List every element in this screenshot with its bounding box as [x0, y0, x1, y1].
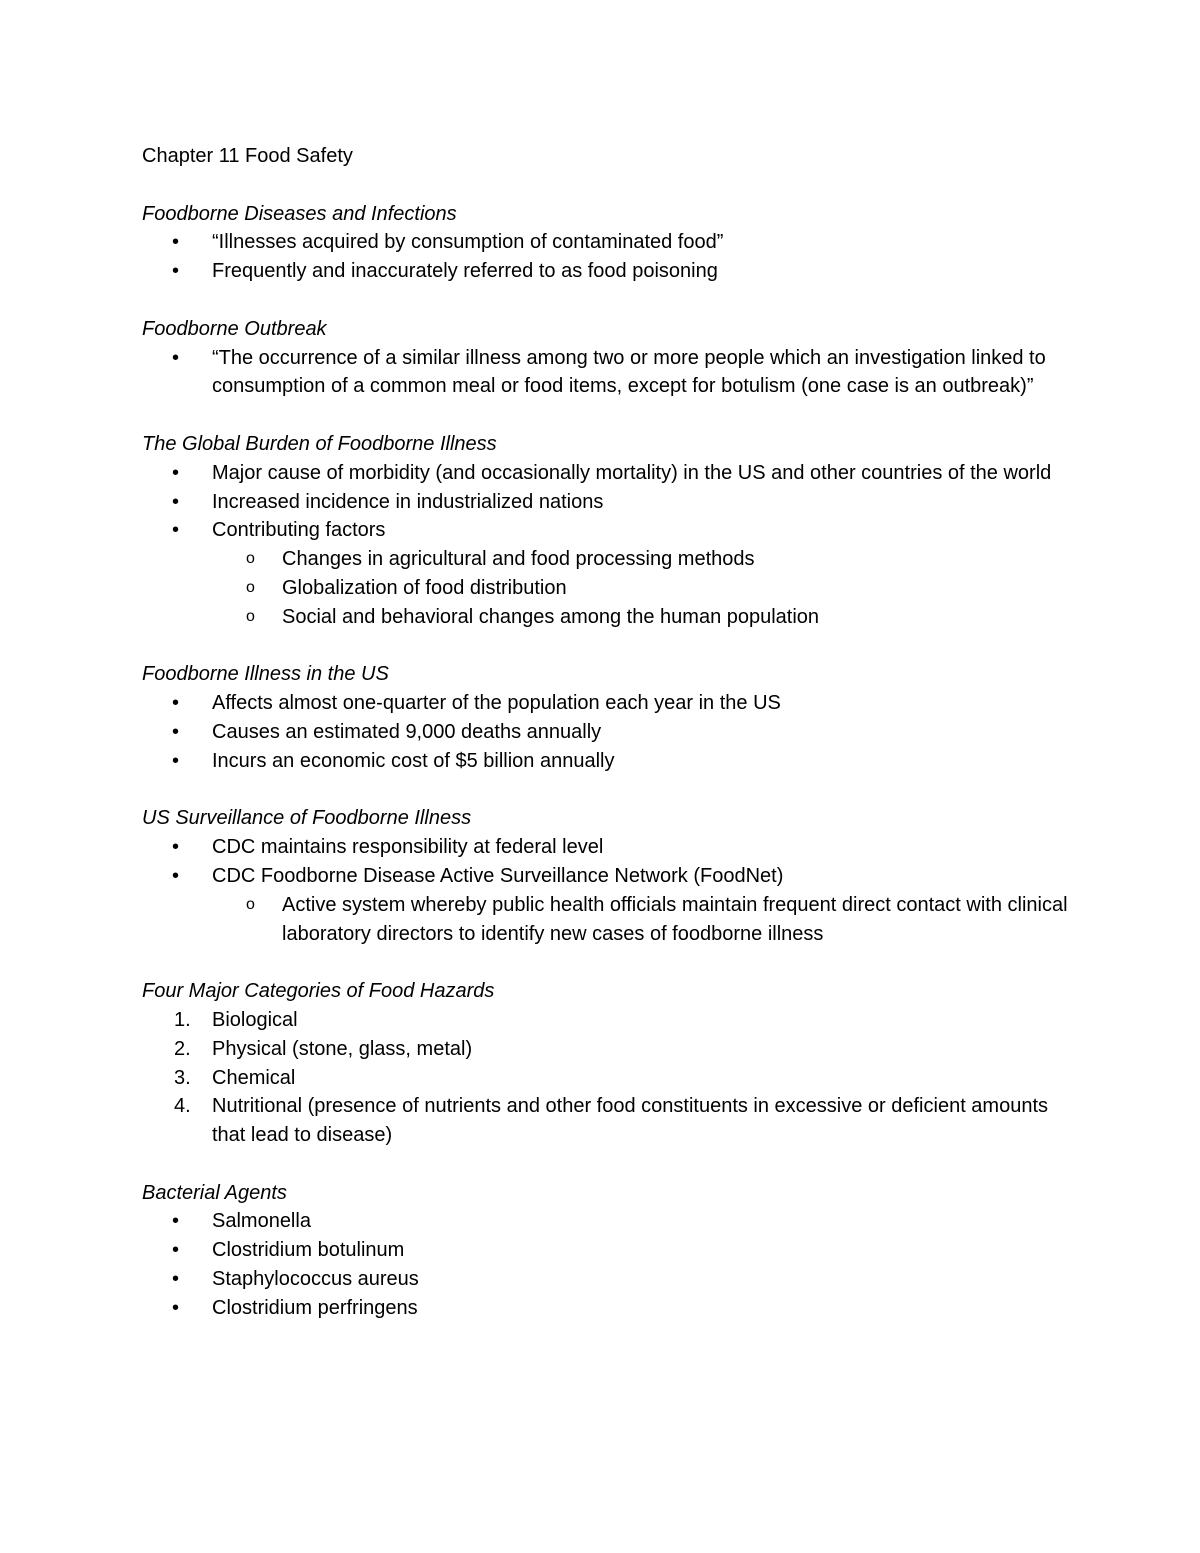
- bullet-list: [142, 344, 1072, 402]
- bullet-list: [142, 1207, 1072, 1322]
- section-foodborne-outbreak: [142, 315, 1072, 401]
- section-heading: Four Major Categories of Food Hazards: [142, 980, 495, 1003]
- bullet-list: [142, 833, 1072, 948]
- sub-list-item: o Active system whereby public health officials maintain frequent direct contact with clinical laboratory directors to identify new cases of foodborne illness: [142, 891, 1072, 949]
- section-heading: The Global Burden of Foodborne Illness: [142, 432, 497, 455]
- bullet-list: [142, 689, 1072, 775]
- section-us-surveillance: [142, 804, 1072, 948]
- section-foodborne-diseases: [142, 200, 1072, 286]
- list-item: 3. Chemical: [142, 1064, 1072, 1093]
- bullet-icon: •: [172, 1296, 180, 1319]
- section-heading: Foodborne Illness in the US: [142, 663, 389, 686]
- sub-list: [212, 545, 1072, 631]
- list-number: 2.: [174, 1037, 191, 1060]
- list-number: 3.: [174, 1066, 191, 1089]
- list-item: • Staphylococcus aureus: [142, 1265, 1072, 1294]
- section-food-hazards: [142, 977, 1072, 1150]
- circle-bullet-icon: o: [246, 578, 255, 596]
- section-heading: Foodborne Diseases and Infections: [142, 202, 457, 225]
- list-item: • “The occurrence of a similar illness among two or more people which an investigation linked to consumption of a common meal or food items, except for botulism (one case is an outbreak)”: [142, 344, 1072, 402]
- list-item: 4. Nutritional (presence of nutrients and other food constituents in excessive or deficient amounts that lead to disease): [142, 1092, 1072, 1150]
- bullet-list: [142, 459, 1072, 632]
- circle-bullet-icon: o: [246, 895, 255, 913]
- list-number: 1.: [174, 1008, 191, 1031]
- bullet-icon: •: [172, 864, 180, 887]
- bullet-icon: •: [172, 461, 180, 484]
- sub-list: [212, 891, 1072, 949]
- sub-list-item: o Social and behavioral changes among the human population: [142, 603, 1072, 632]
- list-item: • Causes an estimated 9,000 deaths annually: [142, 718, 1072, 747]
- sub-list-item: o Changes in agricultural and food processing methods: [142, 545, 1072, 574]
- sub-list-item: o Globalization of food distribution: [142, 574, 1072, 603]
- bullet-icon: •: [172, 490, 180, 513]
- list-item: • Clostridium botulinum: [142, 1236, 1072, 1265]
- list-number: 4.: [174, 1095, 191, 1118]
- list-item: • Major cause of morbidity (and occasionally mortality) in the US and other countries of the world: [142, 459, 1072, 488]
- bullet-list: [142, 228, 1072, 286]
- list-item: • CDC maintains responsibility at federal level: [142, 833, 1072, 862]
- bullet-icon: •: [172, 231, 180, 254]
- bullet-icon: •: [172, 1239, 180, 1262]
- list-item: • “Illnesses acquired by consumption of contaminated food”: [142, 228, 1072, 257]
- numbered-list: [142, 1006, 1072, 1150]
- bullet-icon: •: [172, 836, 180, 859]
- circle-bullet-icon: o: [246, 607, 255, 625]
- list-item: • Clostridium perfringens: [142, 1294, 1072, 1323]
- list-item: • Frequently and inaccurately referred to as food poisoning: [142, 257, 1072, 286]
- bullet-icon: •: [172, 346, 180, 369]
- document-title: Chapter 11 Food Safety: [142, 145, 353, 167]
- list-item: • CDC Foodborne Disease Active Surveillance Network (FoodNet) o Active system whereby public health officials maintain frequent direct contact with clinical laboratory directors to identify new cases of foodborne illness: [142, 862, 1072, 948]
- list-item: 2. Physical (stone, glass, metal): [142, 1035, 1072, 1064]
- list-item: • Increased incidence in industrialized nations: [142, 488, 1072, 517]
- list-item: • Contributing factors o Changes in agricultural and food processing methods o Globalization of food distribution o Social and behavioral changes among the human population: [142, 516, 1072, 631]
- section-bacterial-agents: [142, 1179, 1072, 1323]
- section-heading: US Surveillance of Foodborne Illness: [142, 807, 472, 830]
- section-heading: Bacterial Agents: [142, 1181, 287, 1204]
- bullet-icon: •: [172, 519, 180, 542]
- bullet-icon: •: [172, 260, 180, 283]
- section-heading: Foodborne Outbreak: [142, 317, 327, 340]
- bullet-icon: •: [172, 1210, 180, 1233]
- circle-bullet-icon: o: [246, 550, 255, 568]
- bullet-icon: •: [172, 720, 180, 743]
- document-page: [142, 142, 1072, 1351]
- section-foodborne-illness-us: [142, 660, 1072, 775]
- section-global-burden: [142, 430, 1072, 632]
- list-item: • Incurs an economic cost of $5 billion annually: [142, 747, 1072, 776]
- list-item: • Salmonella: [142, 1207, 1072, 1236]
- bullet-icon: •: [172, 749, 180, 772]
- list-item: • Affects almost one-quarter of the population each year in the US: [142, 689, 1072, 718]
- bullet-icon: •: [172, 1268, 180, 1291]
- bullet-icon: •: [172, 692, 180, 715]
- list-item: 1. Biological: [142, 1006, 1072, 1035]
